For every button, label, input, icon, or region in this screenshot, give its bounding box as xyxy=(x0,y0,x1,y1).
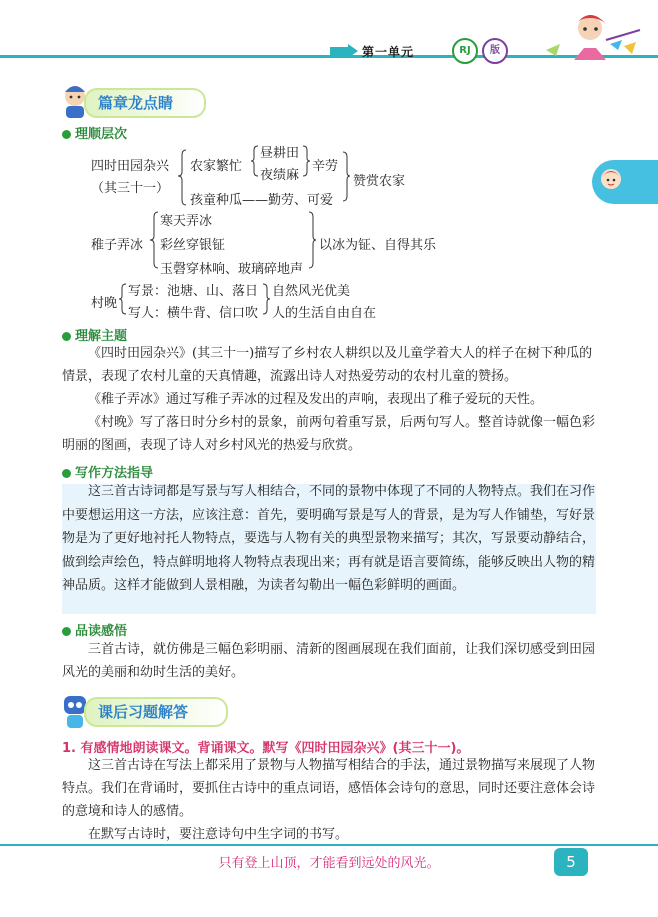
reflection-paragraph: 三首古诗，就仿佛是三幅色彩明丽、清新的图画展现在我们面前，让我们深切感受到田园风光的美丽和幼时生活的美好。 xyxy=(62,642,596,680)
footer-divider xyxy=(0,844,658,846)
section-title-1: 篇章龙点睛 xyxy=(98,94,174,112)
poem1-branch-busy: 农家繁忙 xyxy=(190,159,243,174)
poem3-result-scenery: 自然风光优美 xyxy=(272,284,351,299)
poem3-leaf-people: 写人：横牛背、信口吹 xyxy=(128,306,259,321)
section-title-2: 课后习题解答 xyxy=(98,703,189,721)
poem1-title: 四时田园杂兴 xyxy=(91,159,170,174)
bullet-dot xyxy=(62,469,71,478)
poem2-leaf-3: 玉磬穿林响、玻璃碎地声 xyxy=(160,262,304,277)
poem3-leaf-scenery: 写景：池塘、山、落日 xyxy=(128,284,259,299)
answer-1-paragraph-2: 在默写古诗时，要注意诗句中生字词的书写。 xyxy=(88,827,349,842)
bullet-dot xyxy=(62,332,71,341)
theme-paragraph-1: 《四时田园杂兴》(其三十一)描写了乡村农人耕织以及儿童学着大人的样子在树下种瓜的情景，表现了农村儿童的天真情趣，流露出诗人对热爱劳动的农村儿童的赞扬。 xyxy=(62,346,593,384)
poem3-result-life: 人的生活自由自在 xyxy=(272,306,377,321)
footer-motto: 只有登上山顶，才能看到远处的风光。 xyxy=(218,856,440,871)
theme-paragraph-3: 《村晚》写了落日时分乡村的景象，前两句着重写景，后两句写人。整首诗就像一幅色彩明丽的图画，表现了诗人对乡村风光的热爱与欣赏。 xyxy=(62,415,596,453)
question-1: 1. 有感情地朗读课文。背诵课文。默写《四时田园杂兴》(其三十一)。 xyxy=(62,741,470,756)
poem1-result-toil: 辛劳 xyxy=(312,159,339,174)
poem1-leaf-plow: 昼耕田 xyxy=(260,146,300,161)
subhead-writing-method-label: 写作方法指导 xyxy=(75,466,154,481)
subhead-reflection-label: 品读感悟 xyxy=(75,624,128,639)
rj-badge: RJ xyxy=(452,38,478,64)
method-paragraph: 这三首古诗词都是写景与写人相结合，不同的景物中体现了不同的人物特点。我们在习作中要想运用这一方法，应该注意：首先，要明确写景是写人的背景，是为写人作铺垫，写好景物是为了更好地衬托人物特点，要选与人物有关的典型景物来描写；其次，写景要动静结合，做到绘声绘色，特点鲜明地将人物特点表现出来；再有就是语言要简练，能够反映出人物的精神品质。这样才能做到人景相融，为读者勾勒出一幅色彩鲜明的画面。 xyxy=(62,484,596,593)
poem1-leaf-weave: 夜绩麻 xyxy=(260,168,300,183)
poem2-conclusion: 以冰为钲、自得其乐 xyxy=(319,238,437,253)
poem1-subtitle: （其三十一） xyxy=(91,181,170,196)
unit-label: 第一单元 xyxy=(362,45,415,59)
poem3-title: 村晚 xyxy=(91,296,118,311)
poem2-leaf-1: 寒天弄冰 xyxy=(160,214,213,229)
page-number: 5 xyxy=(554,848,588,876)
subhead-theme-label: 理解主题 xyxy=(75,329,128,344)
subhead-reflection xyxy=(62,620,127,639)
edition-badge: 版 xyxy=(482,38,508,64)
theme-paragraph-2: 《稚子弄冰》通过写稚子弄冰的过程及发出的声响，表现出了稚子爱玩的天性。 xyxy=(88,392,544,407)
poem1-branch-children: 孩童种瓜——勤劳、可爱 xyxy=(190,193,334,208)
poem2-leaf-2: 彩丝穿银钲 xyxy=(160,238,226,253)
bullet-dot xyxy=(62,627,71,636)
poem2-title: 稚子弄冰 xyxy=(91,238,144,253)
answer-1-paragraph-1: 这三首古诗在写法上都采用了景物与人物描写相结合的手法，通过景物描写来展现了人物特点。我们在背诵时，要抓住古诗中的重点词语，感悟体会诗句的意思，同时还要注意体会诗的意境和诗人的感情。 xyxy=(62,758,596,819)
subhead-structure-label: 理顺层次 xyxy=(75,127,128,142)
subhead-writing-method xyxy=(62,462,153,481)
poem1-conclusion: 赞赏农家 xyxy=(353,174,406,189)
